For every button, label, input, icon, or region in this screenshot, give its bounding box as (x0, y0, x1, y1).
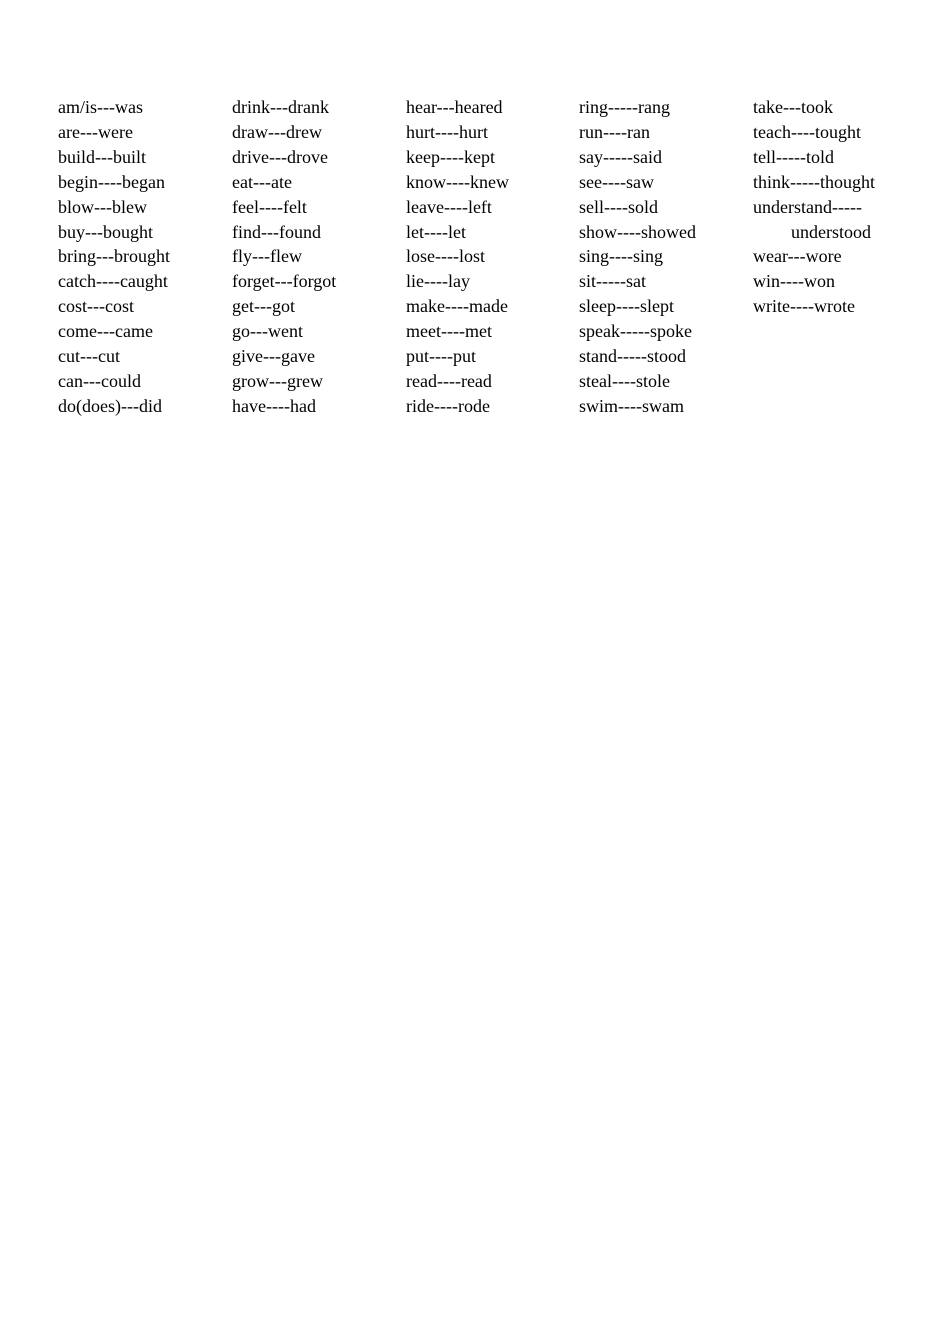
verb-entry: read----read (406, 370, 492, 391)
verb-column-5 (753, 95, 875, 319)
verb-entry: feel----felt (232, 196, 307, 217)
verb-entry: forget---forgot (232, 271, 337, 292)
verb-entry: cost---cost (58, 296, 134, 317)
verb-entry: say-----said (579, 146, 662, 167)
verb-column-4 (579, 95, 696, 419)
verb-entry: sell----sold (579, 196, 658, 217)
verb-entry: cut---cut (58, 346, 120, 367)
verb-entry: sleep----slept (579, 296, 674, 317)
verb-entry: wear---wore (753, 246, 842, 267)
verb-entry: ride----rode (406, 395, 490, 416)
verb-entry: drive---drove (232, 146, 328, 167)
verb-entry: steal----stole (579, 370, 670, 391)
verb-entry: see----saw (579, 171, 654, 192)
verb-entry: draw---drew (232, 121, 322, 142)
verb-entry: give---gave (232, 346, 315, 367)
verb-entry-continuation: understood (791, 221, 871, 242)
verb-entry: think-----thought (753, 171, 875, 192)
verb-entry: show----showed (579, 221, 696, 242)
verb-entry: keep----kept (406, 146, 495, 167)
verb-entry: are---were (58, 121, 133, 142)
verb-entry: hear---heared (406, 97, 503, 117)
verb-entry: write----wrote (753, 296, 855, 317)
verb-entry: let----let (406, 221, 466, 242)
verb-entry: speak-----spoke (579, 321, 692, 342)
verb-entry: swim----swam (579, 395, 684, 416)
verb-entry: understand----- (753, 196, 862, 217)
verb-entry: have----had (232, 395, 316, 416)
irregular-verb-list (58, 95, 938, 435)
verb-entry: grow---grew (232, 370, 323, 391)
verb-entry: can---could (58, 370, 141, 391)
verb-entry: come---came (58, 321, 153, 342)
verb-entry: tell-----told (753, 146, 834, 167)
verb-entry: catch----caught (58, 271, 168, 292)
verb-entry: bring---brought (58, 246, 170, 267)
verb-entry: meet----met (406, 321, 492, 342)
verb-entry: put----put (406, 346, 476, 367)
verb-entry: hurt----hurt (406, 121, 488, 142)
verb-entry: ring-----rang (579, 97, 670, 117)
verb-entry: win----won (753, 271, 835, 292)
verb-entry: build---built (58, 146, 146, 167)
verb-entry: sit-----sat (579, 271, 646, 292)
verb-entry: eat---ate (232, 171, 292, 192)
verb-entry: lose----lost (406, 246, 485, 267)
verb-entry: do(does)---did (58, 395, 162, 416)
verb-entry: fly---flew (232, 246, 302, 267)
verb-entry: get---got (232, 296, 295, 317)
verb-entry: lie----lay (406, 271, 470, 292)
verb-entry: sing----sing (579, 246, 663, 267)
verb-entry: buy---bought (58, 221, 153, 242)
verb-entry: begin----began (58, 171, 165, 192)
verb-column-3 (406, 95, 509, 419)
verb-entry: stand-----stood (579, 346, 686, 367)
verb-entry: am/is---was (58, 97, 143, 117)
verb-entry: drink---drank (232, 97, 329, 117)
verb-entry: teach----tought (753, 121, 861, 142)
verb-entry: run----ran (579, 121, 650, 142)
verb-entry: go---went (232, 321, 303, 342)
verb-column-2 (232, 95, 336, 419)
verb-entry: leave----left (406, 196, 492, 217)
verb-entry: take---took (753, 97, 833, 117)
verb-entry: know----knew (406, 171, 509, 192)
verb-entry: blow---blew (58, 196, 147, 217)
verb-column-1 (58, 95, 170, 419)
verb-entry: make----made (406, 296, 508, 317)
verb-entry: find---found (232, 221, 321, 242)
